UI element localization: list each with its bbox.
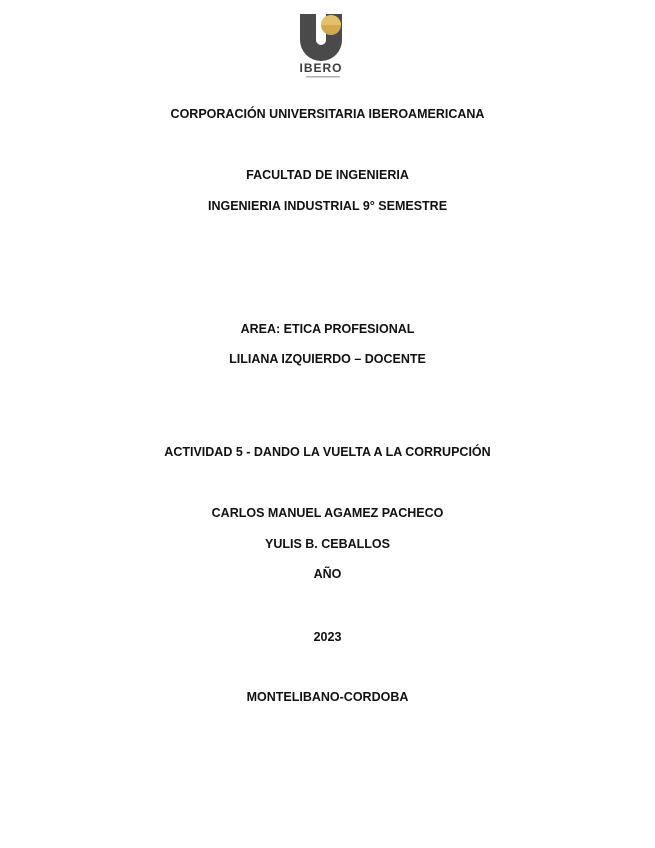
ibero-logo bbox=[294, 12, 348, 80]
year-label: AÑO bbox=[313, 567, 342, 581]
activity-title: ACTIVIDAD 5 - DANDO LA VUELTA A LA CORRUPCIÓN bbox=[164, 445, 491, 459]
institution-name: CORPORACIÓN UNIVERSITARIA IBEROAMERICANA bbox=[170, 107, 485, 121]
program-name: INGENIERIA INDUSTRIAL 9° SEMESTRE bbox=[207, 199, 448, 213]
logo-tagline-mark bbox=[306, 75, 340, 79]
ibero-shield-icon bbox=[294, 12, 348, 62]
year-value: 2023 bbox=[313, 630, 342, 644]
teacher-name: LILIANA IZQUIERDO – DOCENTE bbox=[229, 352, 426, 366]
author-1: CARLOS MANUEL AGAMEZ PACHECO bbox=[211, 506, 444, 520]
subject-area: AREA: ETICA PROFESIONAL bbox=[240, 322, 415, 336]
faculty-name: FACULTAD DE INGENIERIA bbox=[246, 168, 409, 182]
author-2: YULIS B. CEBALLOS bbox=[264, 537, 390, 551]
location: MONTELIBANO-CORDOBA bbox=[246, 690, 409, 704]
logo-wordmark: IBERO bbox=[299, 61, 343, 75]
